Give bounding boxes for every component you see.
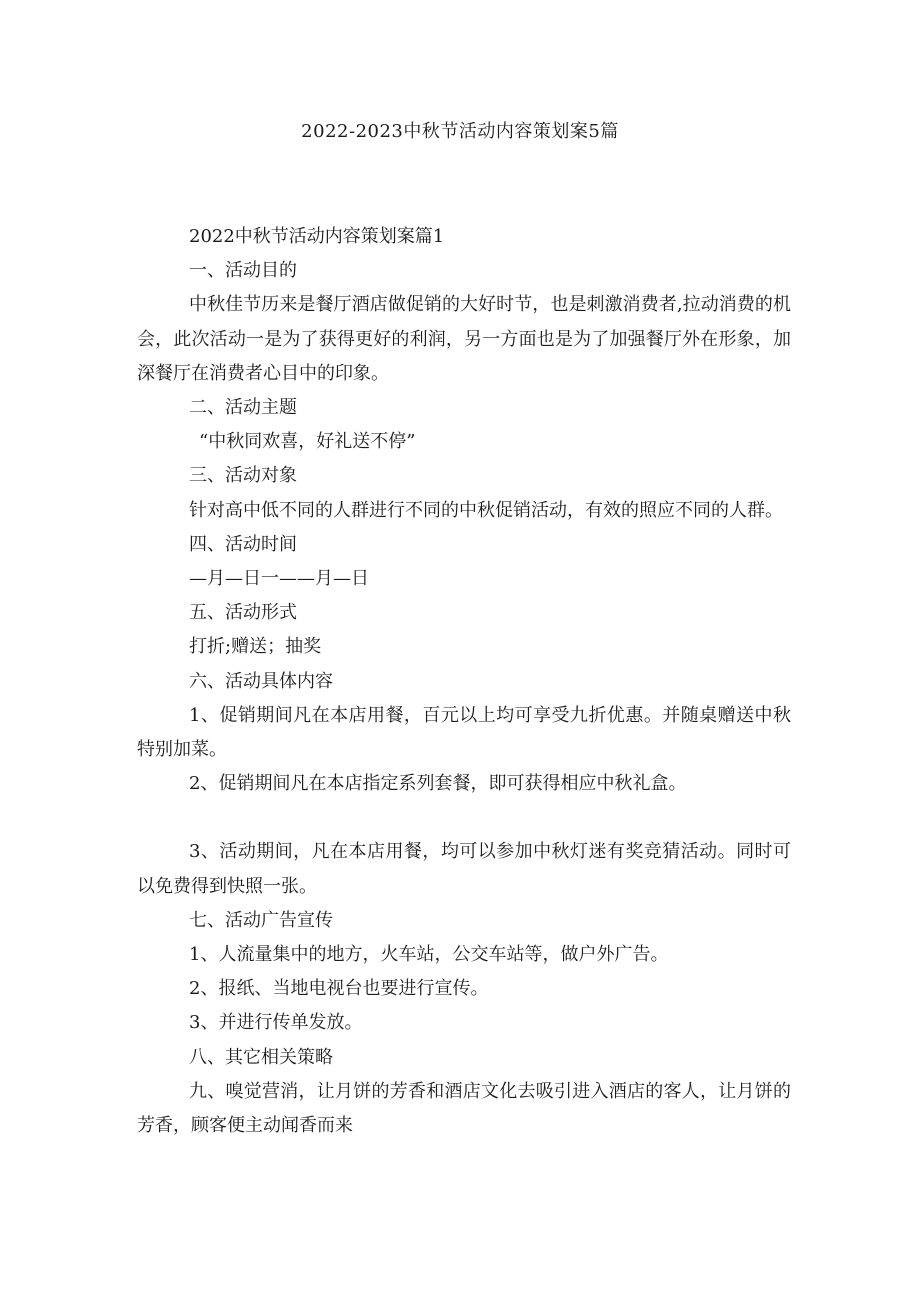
list-item: 2、报纸、当地电视台也要进行宣传。: [189, 978, 489, 1000]
paragraph-theme: “中秋同欢喜，好礼送不停”: [199, 431, 416, 453]
heading-advertising: 七、活动广告宣传: [189, 909, 333, 931]
paragraph-audience: 针对高中低不同的人群进行不同的中秋促销活动，有效的照应不同的人群。: [189, 499, 783, 521]
heading-time: 四、活动时间: [189, 533, 297, 555]
heading-other-strategies: 八、其它相关策略: [189, 1046, 333, 1068]
list-item: 2、促销期间凡在本店指定系列套餐，即可获得相应中秋礼盒。: [189, 773, 687, 795]
list-item: 3、活动期间，凡在本店用餐，均可以参加中秋灯迷有奖竞猜活动。同时可以免费得到快照一张。: [137, 841, 791, 897]
heading-form: 五、活动形式: [189, 602, 297, 624]
paragraph-form: 打折;赠送；抽奖: [189, 636, 322, 658]
list-item: 1、人流量集中的地方，火车站，公交车站等，做户外广告。: [189, 944, 669, 966]
section-subtitle: 2022中秋节活动内容策划案篇1: [189, 226, 445, 247]
list-item: 1、促销期间凡在本店用餐，百元以上均可享受九折优惠。并随桌赠送中秋特别加菜。: [137, 704, 791, 761]
paragraph-time: —月—日一——月—日: [189, 568, 369, 590]
list-item: 3、并进行传单发放。: [189, 1012, 363, 1034]
document-title: 2022-2023中秋节活动内容策划案5篇: [301, 121, 619, 142]
heading-content: 六、活动具体内容: [189, 670, 333, 692]
paragraph-purpose: 中秋佳节历来是餐厅酒店做促销的大好时节，也是刺激消费者,拉动消费的机会，此次活动一是为了获得更好的利润，另一方面也是为了加强餐厅外在形象，加深餐厅在消费者心目中的印象。: [137, 294, 791, 384]
paragraph-smell-marketing: 九、嗅觉营消，让月饼的芳香和酒店文化去吸引进入酒店的客人，让月饼的芳香，顾客便主动闻香而来: [137, 1080, 791, 1137]
heading-purpose: 一、活动目的: [189, 260, 297, 282]
heading-theme: 二、活动主题: [189, 397, 297, 419]
document-body: [137, 220, 791, 1143]
heading-audience: 三、活动对象: [189, 465, 297, 487]
spacer: [137, 801, 791, 835]
